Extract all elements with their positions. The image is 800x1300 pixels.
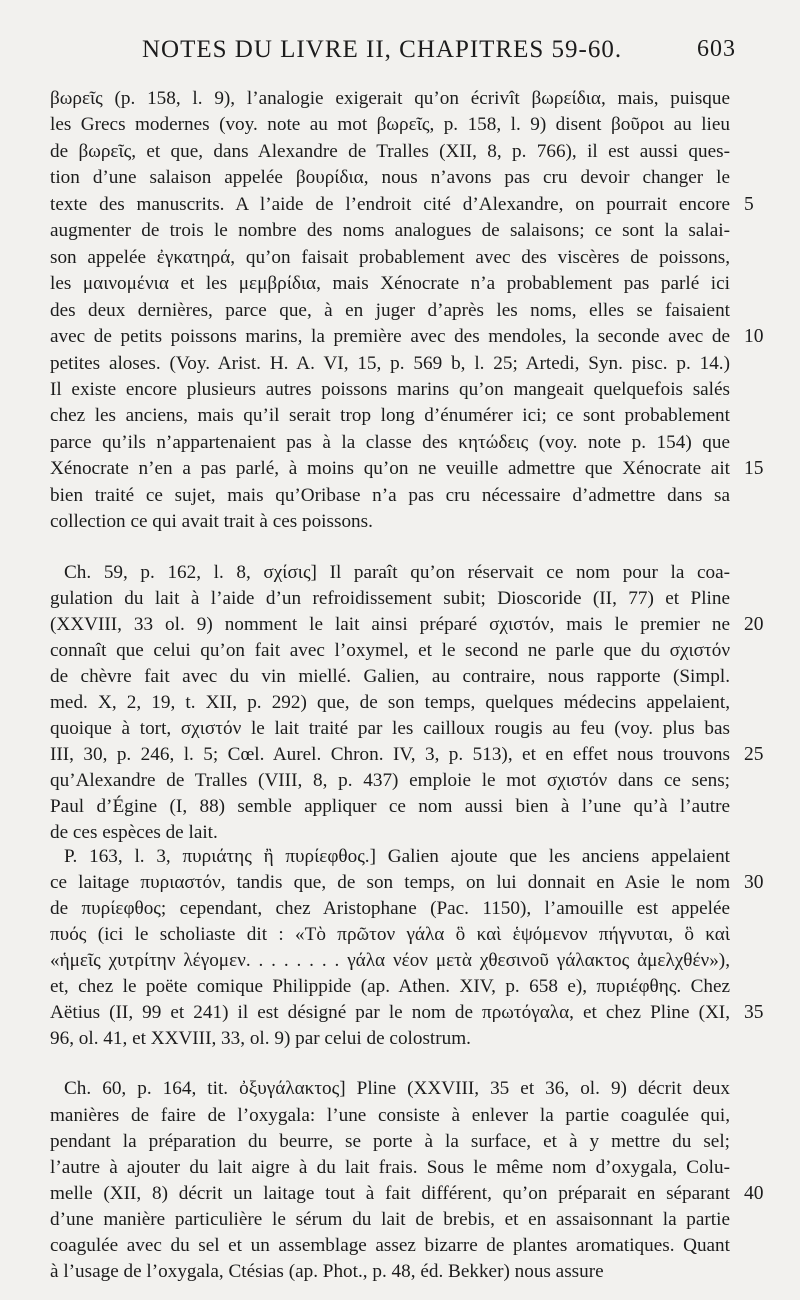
margin-line-number: 25	[744, 744, 764, 765]
text-line: bien traité ce sujet, mais qu’Oribase n’a pas cru nécessaire d’admettre dans sa	[50, 485, 730, 506]
text-line: gulation du lait à l’aide d’un refroidissement subit; Dioscoride (II, 77) et Pline	[50, 588, 730, 609]
text-line: qu’Alexandre de Tralles (VIII, 8, p. 437) emploie le mot σχιστόν dans ce sens;	[50, 770, 730, 791]
text-line: Ch. 60, p. 164, tit. ὀξυγάλακτος] Pline (XXVIII, 35 et 36, ol. 9) décrit deux	[64, 1078, 730, 1099]
text-line: à l’usage de l’oxygala, Ctésias (ap. Phot., p. 48, éd. Bekker) nous assure	[50, 1261, 604, 1282]
text-line: (XXVIII, 33 ol. 9) nomment le lait ainsi préparé σχιστόν, mais le premier ne	[50, 614, 730, 635]
text-line: d’une manière particulière le sérum du lait de brebis, et en assaisonnant la partie	[50, 1209, 730, 1230]
text-line: P. 163, l. 3, πυριάτης ἢ πυρίεφθος.] Galien ajoute que les anciens appelaient	[64, 846, 730, 867]
text-line: petites aloses. (Voy. Arist. H. A. VI, 15, p. 569 b, l. 25; Artedi, Syn. pisc. p. 14.)	[50, 353, 730, 374]
text-line: III, 30, p. 246, l. 5; Cœl. Aurel. Chron. IV, 3, p. 513), et en effet nous trouvons	[50, 744, 730, 765]
margin-line-number: 30	[744, 872, 764, 893]
text-line: βωρεῖς (p. 158, l. 9), l’analogie exigerait qu’on écrivît βωρείδια, mais, puisque	[50, 88, 730, 109]
text-line: Ch. 59, p. 162, l. 8, σχίσις] Il paraît qu’on réservait ce nom pour la coa-	[64, 562, 730, 583]
text-line: connaît que celui qu’on fait avec l’oxymel, et le second ne parle que du σχιστόν	[50, 640, 730, 661]
text-line: chez les anciens, mais qu’il serait trop long d’énumérer ici; ce sont probablement	[50, 405, 730, 426]
margin-line-number: 15	[744, 458, 764, 479]
header-title: NOTES DU LIVRE II, CHAPITRES 59-60.	[142, 36, 623, 63]
margin-line-number: 35	[744, 1002, 764, 1023]
text-line: pendant la préparation du beurre, se porte à la surface, et à y mettre du sel;	[50, 1131, 730, 1152]
text-line: les Grecs modernes (voy. note au mot βωρεῖς, p. 158, l. 9) disent βοῦροι au lieu	[50, 114, 730, 135]
text-line: melle (XII, 8) décrit un laitage tout à fait différent, qu’on préparait en séparant	[50, 1183, 730, 1204]
text-line: de πυρίεφθος; cependant, chez Aristophane (Pac. 1150), l’amouille est appelée	[50, 898, 730, 919]
text-line: πυός (ici le scholiaste dit : «Τὸ πρῶτον γάλα ὃ καὶ ἑψόμενον πήγνυται, ὃ καὶ	[50, 924, 730, 945]
margin-line-number: 20	[744, 614, 764, 635]
text-line: manières de faire de l’oxygala: l’une consiste à enlever la partie coagulée qui,	[50, 1105, 730, 1126]
text-line: 96, ol. 41, et XXVIII, 33, ol. 9) par celui de colostrum.	[50, 1028, 471, 1049]
text-line: l’autre à ajouter du lait aigre à du lait frais. Sous le même nom d’oxygala, Colu-	[50, 1157, 730, 1178]
text-line: et, chez le poëte comique Philippide (ap. Athen. XIV, p. 658 e), πυριέφθης. Chez	[50, 976, 730, 997]
margin-line-number: 40	[744, 1183, 764, 1204]
text-line: Paul d’Égine (I, 88) semble appliquer ce nom aussi bien à l’une qu’à l’autre	[50, 796, 730, 817]
text-line: ce laitage πυριαστόν, tandis que, de son temps, on lui donnait en Asie le nom	[50, 872, 730, 893]
text-line: coagulée avec du sel et un assemblage assez bizarre de plantes aromatiques. Quant	[50, 1235, 730, 1256]
text-line: tion d’une salaison appelée βουρίδια, nous n’avons pas cru devoir changer le	[50, 167, 730, 188]
margin-line-number: 5	[744, 194, 754, 215]
text-line: des deux dernières, parce que, à en juger d’après les noms, elles se faisaient	[50, 300, 730, 321]
text-line: augmenter de trois le nombre des noms analogues de salaisons; ce sont la salai-	[50, 220, 730, 241]
text-line: parce qu’ils n’appartenaient pas à la classe des κητώδεις (voy. note p. 154) que	[50, 432, 730, 453]
page-number: 603	[697, 36, 736, 62]
text-line: «ἡμεῖς χυτρίτην λέγομεν. . . . . . . . γάλα νέον μετὰ χθεσινοῦ γάλακτος ἀμελχθέν»),	[50, 950, 730, 971]
text-line: son appelée ἐγκατηρά, qu’on faisait probablement avec des viscères de poissons,	[50, 247, 730, 268]
text-line: Xénocrate n’en a pas parlé, à moins qu’on ne veuille admettre que Xénocrate ait	[50, 458, 730, 479]
text-line: Aëtius (II, 99 et 241) il est désigné par le nom de πρωτόγαλα, et chez Pline (XI,	[50, 1002, 730, 1023]
text-line: Il existe encore plusieurs autres poissons marins qu’on mangeait quelquefois salés	[50, 379, 730, 400]
text-line: de chèvre fait avec du vin miellé. Galien, au contraire, nous rapporte (Simpl.	[50, 666, 730, 687]
text-line: de ces espèces de lait.	[50, 822, 218, 843]
text-line: texte des manuscrits. A l’aide de l’endroit cité d’Alexandre, on pourrait encore	[50, 194, 730, 215]
text-line: quoique à tort, σχιστόν le lait traité par les cailloux rougis au feu (voy. plus bas	[50, 718, 730, 739]
text-line: les μαινομένια et les μεμβρίδια, mais Xénocrate n’a probablement pas parlé ici	[50, 273, 730, 294]
margin-line-number: 10	[744, 326, 764, 347]
text-line: avec de petits poissons marins, la première avec des mendoles, la seconde avec de	[50, 326, 730, 347]
text-line: collection ce qui avait trait à ces poissons.	[50, 511, 373, 532]
text-line: med. X, 2, 19, t. XII, p. 292) que, de son temps, quelques médecins appelaient,	[50, 692, 730, 713]
text-line: de βωρεῖς, et que, dans Alexandre de Tralles (XII, 8, p. 766), il est aussi ques-	[50, 141, 730, 162]
